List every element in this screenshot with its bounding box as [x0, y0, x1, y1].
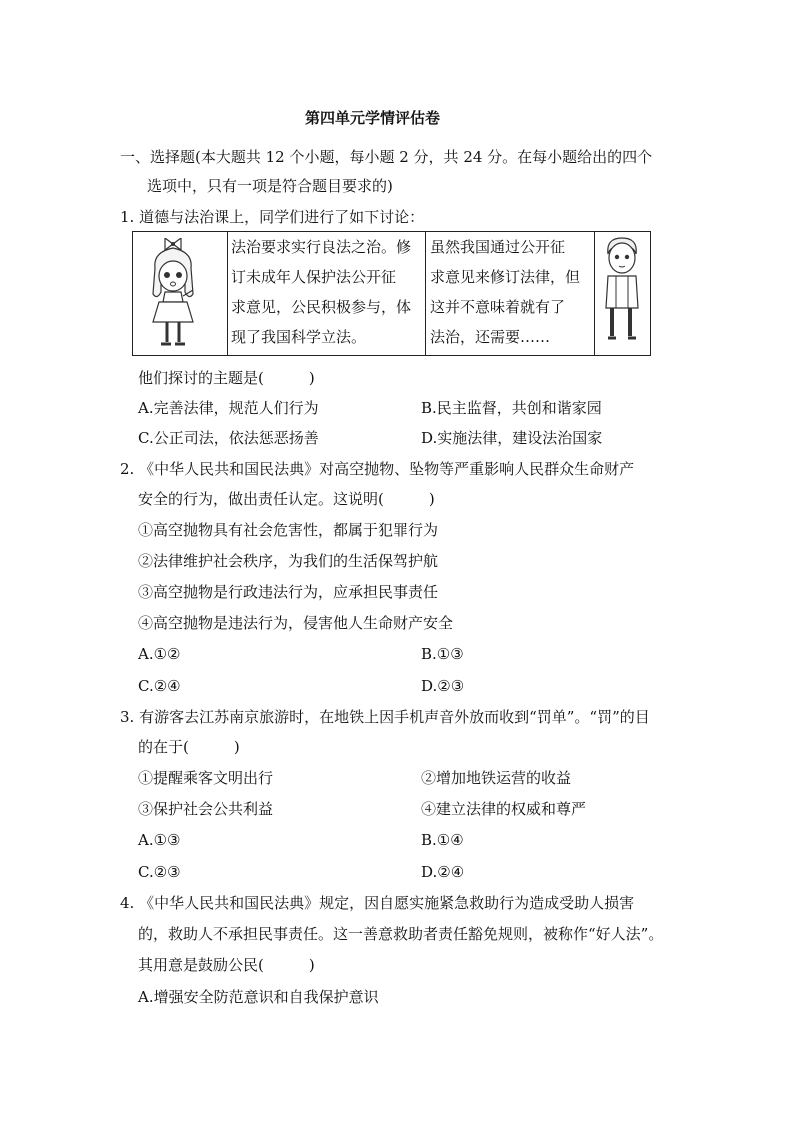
q4-stem-cont: 的，救助人不承担民事责任。这一善意救助者责任豁免规则，被称作“好人法”。: [138, 925, 664, 943]
q4-stem-cont: 其用意是鼓励公民( ): [138, 956, 315, 974]
q3-statement: ④建立法律的权威和尊严: [421, 800, 587, 818]
q1-right-line: 求意见来修订法律，但: [430, 268, 581, 286]
q4-stem: 4. 《中华人民共和国民法典》规定，因自愿实施紧急救助行为造成受助人损害: [120, 894, 635, 912]
q1-left-line: 订未成年人保护法公开征: [231, 268, 397, 286]
q3-statement: ①提醒乘客文明出行: [138, 769, 274, 787]
q1-right-line: 法治，还需要……: [430, 328, 551, 346]
q1-right-line: 这并不意味着就有了: [430, 298, 566, 316]
q2-option-c[interactable]: C.②④: [138, 677, 181, 695]
q4-option-a[interactable]: A.增强安全防范意识和自我保护意识: [138, 988, 379, 1006]
boy-student-illustration: [600, 236, 644, 346]
q1-question: 他们探讨的主题是( ): [138, 369, 315, 387]
divider: [227, 232, 228, 355]
q2-statement: ①高空抛物具有社会危害性，都属于犯罪行为: [138, 521, 439, 539]
q3-stem-cont: 的在于( ): [138, 738, 240, 756]
q2-statement: ③高空抛物是行政违法行为，应承担民事责任: [138, 583, 439, 601]
q3-option-a[interactable]: A.①③: [138, 831, 181, 849]
q3-stem: 3. 有游客去江苏南京旅游时，在地铁上因手机声音外放而收到“罚单”。“罚”的目: [120, 708, 650, 726]
section-heading: 一、选择题(本大题共 12 个小题，每小题 2 分，共 24 分。在每小题给出的四个: [120, 148, 653, 166]
q1-left-line: 求意见，公民积极参与，体: [231, 298, 412, 316]
q1-left-line: 法治要求实行良法之治。修: [231, 238, 412, 256]
q1-option-a[interactable]: A.完善法律，规范人们行为: [138, 399, 319, 417]
q3-option-c[interactable]: C.②③: [138, 863, 181, 881]
q1-left-line: 现了我国科学立法。: [231, 328, 367, 346]
q2-statement: ④高空抛物是违法行为，侵害他人生命财产安全: [138, 614, 454, 632]
q2-stem-cont: 安全的行为，做出责任认定。这说明( ): [138, 490, 435, 508]
q1-option-c[interactable]: C.公正司法，依法惩恶扬善: [138, 429, 319, 447]
q3-option-d[interactable]: D.②④: [421, 863, 465, 881]
divider: [425, 232, 426, 355]
q2-statement: ②法律维护社会秩序，为我们的生活保驾护航: [138, 552, 439, 570]
q1-dialog-table: [132, 231, 651, 356]
q3-option-b[interactable]: B.①④: [421, 831, 464, 849]
q3-statement: ②增加地铁运营的收益: [421, 769, 572, 787]
section-heading-cont: 选项中，只有一项是符合题目要求的): [147, 177, 393, 195]
q1-right-line: 虽然我国通过公开征: [430, 238, 566, 256]
q2-option-b[interactable]: B.①③: [421, 645, 464, 663]
q2-option-d[interactable]: D.②③: [421, 677, 465, 695]
page-title: 第四单元学情评估卷: [305, 109, 441, 127]
q1-option-b[interactable]: B.民主监督，共创和谐家园: [421, 399, 602, 417]
q3-statement: ③保护社会公共利益: [138, 800, 274, 818]
divider: [594, 232, 595, 355]
q2-option-a[interactable]: A.①②: [138, 645, 181, 663]
q1-option-d[interactable]: D.实施法律，建设法治国家: [421, 429, 603, 447]
q1-stem: 1. 道德与法治课上，同学们进行了如下讨论：: [120, 208, 425, 226]
girl-student-illustration: [143, 238, 219, 352]
q2-stem: 2. 《中华人民共和国民法典》对高空抛物、坠物等严重影响人民群众生命财产: [120, 460, 635, 478]
